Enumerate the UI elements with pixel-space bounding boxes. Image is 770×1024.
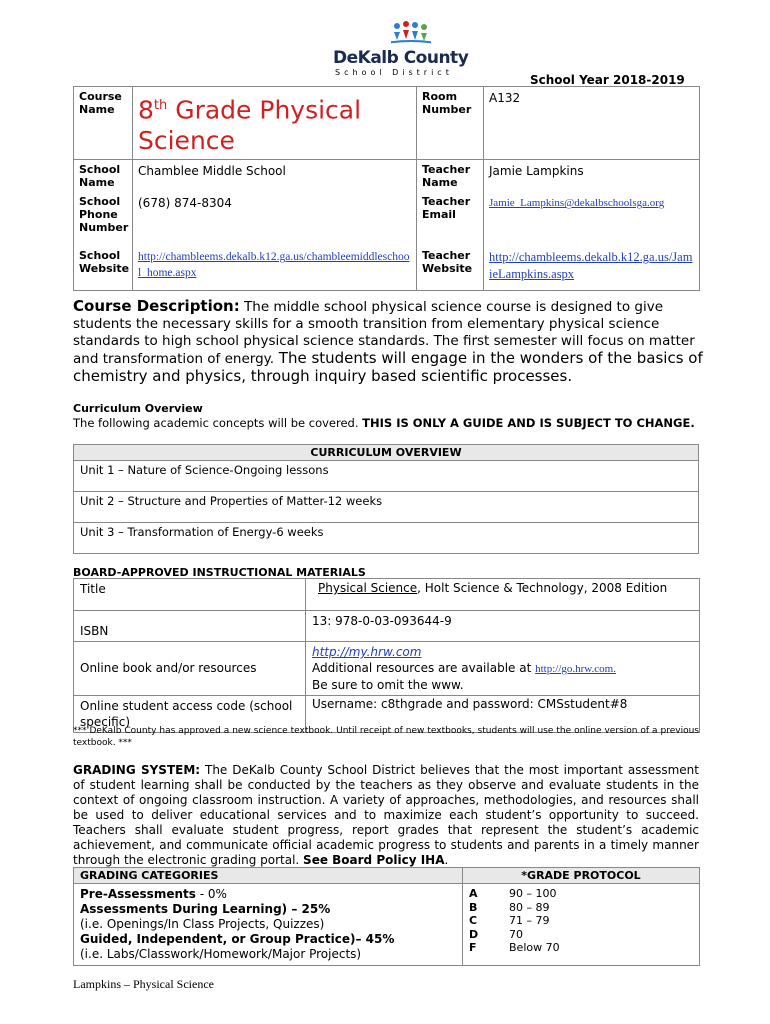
school-phone-label: School Phone Number xyxy=(74,192,133,246)
room-value: A132 xyxy=(484,87,700,160)
teacher-name-label: Teacher Name xyxy=(417,160,484,193)
school-name: Chamblee Middle School xyxy=(133,160,417,193)
unit-row: Unit 3 – Transformation of Energy-6 weeks xyxy=(74,523,699,554)
unit-row: Unit 1 – Nature of Science-Ongoing lessons xyxy=(74,461,699,492)
materials-footnote: *** DeKalb County has approved a new science textbook. Until receipt of new textbooks, students will use the online version of a previous textbook. *** xyxy=(73,726,699,748)
teacher-email-cell xyxy=(484,192,700,246)
protocol-row: B 80 – 89 xyxy=(469,900,550,914)
course-description xyxy=(73,298,703,386)
online-note: Be sure to omit the www. xyxy=(312,678,464,692)
access-value: Username: c8thgrade and password: CMSstudent#8 xyxy=(306,696,700,733)
page-footer: Lampkins – Physical Science xyxy=(73,977,214,991)
grading-system: GRADING SYSTEM: The DeKalb County School District believes that the most important assessment of student learning shall be conducted by the teachers as they observe and evaluate students in the context of ongoing classroom instruction. A variety of approaches, methodologies, and resources shall be used to deliver educational services and to maximize each student’s opportunity to succeed. Teachers shall evaluate student progress, report grades that represent the student’s academic achievement, and communicate official academic progress to students and parents in a timely manner through the electronic grading portal. See Board Policy IHA. xyxy=(73,763,699,867)
school-website-cell xyxy=(133,246,417,290)
description-text-2: The students will engage in the wonders of the basics of chemistry and physics, through inquiry based scientific processes. xyxy=(73,349,703,385)
protocol-row: A 90 – 100 xyxy=(469,887,557,900)
isbn-value: 13: 978-0-03-093644-9 xyxy=(306,611,700,642)
description-text: The middle school physical science course is designed to give students the necessary skills for a smooth transition from elementary physical science standards to high school physical science standards. The first semester will focus on matter and transformation of energy. xyxy=(73,299,695,367)
grading-categories: Pre-Assessments - 0% Assessments During Learning) – 25% (i.e. Openings/In Class Projects, Quizzes) Guided, Independent, or Group Practice)– 45% (i.e. Labs/Classwork/Homework/Major Projects) xyxy=(74,884,463,966)
protocol-row: D 70 xyxy=(469,927,523,941)
course-name-label: Course Name xyxy=(74,87,133,160)
grading-table xyxy=(73,867,700,966)
teacher-website-cell xyxy=(484,246,700,290)
curriculum-table xyxy=(73,444,699,554)
grading-text: The DeKalb County School District believes that the most important assessment of student learning shall be conducted by the teachers as they observe and evaluate students in the context of ongoing classroom instruction. A variety of approaches, methodologies, and resources shall be used to deliver educational services and to maximize each student’s opportunity to succeed. Teachers shall evaluate student progress, report grades that represent the student’s academic achievement, and communicate official academic progress to students and parents in a timely manner through the electronic grading portal. xyxy=(73,763,699,867)
protocol-row: F Below 70 xyxy=(469,941,560,954)
protocol-header: *GRADE PROTOCOL xyxy=(463,868,700,884)
school-year: School Year 2018-2019 xyxy=(530,73,685,87)
description-label: Course Description: xyxy=(73,297,240,315)
school-name-label: School Name xyxy=(74,160,133,193)
board-policy: See Board Policy IHA xyxy=(303,853,445,867)
curriculum-intro-bold: THIS IS ONLY A GUIDE AND IS SUBJECT TO CHANGE. xyxy=(362,416,695,430)
title-label: Title xyxy=(74,579,306,611)
curriculum-heading: Curriculum Overview xyxy=(73,402,203,415)
course-name-cell xyxy=(133,87,417,160)
materials-table xyxy=(73,578,700,733)
curriculum-section xyxy=(73,402,699,430)
teacher-email-label: Teacher Email xyxy=(417,192,484,246)
grade-protocol xyxy=(463,884,700,966)
protocol-row: C 71 – 79 xyxy=(469,914,550,927)
room-label: Room Number xyxy=(417,87,484,160)
course-info-table xyxy=(73,86,700,291)
textbook-link[interactable]: Physical Science xyxy=(318,581,418,595)
school-website-label: School Website xyxy=(74,246,133,290)
go-hrw-link[interactable]: http://go.hrw.com. xyxy=(535,663,616,675)
curriculum-intro: The following academic concepts will be covered. xyxy=(73,416,363,430)
curriculum-table-header: CURRICULUM OVERVIEW xyxy=(74,445,699,461)
logo-figures-icon xyxy=(391,20,431,48)
teacher-website-label: Teacher Website xyxy=(417,246,484,290)
teacher-name: Jamie Lampkins xyxy=(484,160,700,193)
school-website-link[interactable]: http://chambleems.dekalb.k12.ga.us/chambleemiddleschool_home.aspx xyxy=(138,251,410,280)
isbn-label: ISBN xyxy=(74,611,306,642)
online-label: Online book and/or resources xyxy=(74,642,306,696)
school-phone: (678) 874-8304 xyxy=(133,192,417,246)
hrw-link[interactable]: http://my.hrw.com xyxy=(312,645,422,659)
course-title: 8th Grade Physical Science xyxy=(138,95,362,156)
grading-label: GRADING SYSTEM: xyxy=(73,763,201,777)
district-logo xyxy=(333,20,469,80)
materials-heading: BOARD-APPROVED INSTRUCTIONAL MATERIALS xyxy=(73,566,366,579)
online-value: http://my.hrw.com Additional resources are available at http://go.hrw.com. Be sure to omit the www. xyxy=(306,642,700,696)
unit-row: Unit 2 – Structure and Properties of Matter-12 weeks xyxy=(74,492,699,523)
categories-header: GRADING CATEGORIES xyxy=(74,868,463,884)
teacher-website-link[interactable]: http://chambleems.dekalb.k12.ga.us/JamieLampkins.aspx xyxy=(489,250,693,282)
teacher-email-link[interactable]: Jamie_Lampkins@dekalbschoolsga.org xyxy=(489,197,665,210)
title-value: Physical Science, Holt Science & Technology, 2008 Edition xyxy=(306,579,700,611)
logo-title: DeKalb County xyxy=(333,48,469,68)
logo-subtitle: School District xyxy=(335,68,453,77)
access-label: Online student access code (school specific) xyxy=(74,696,306,733)
